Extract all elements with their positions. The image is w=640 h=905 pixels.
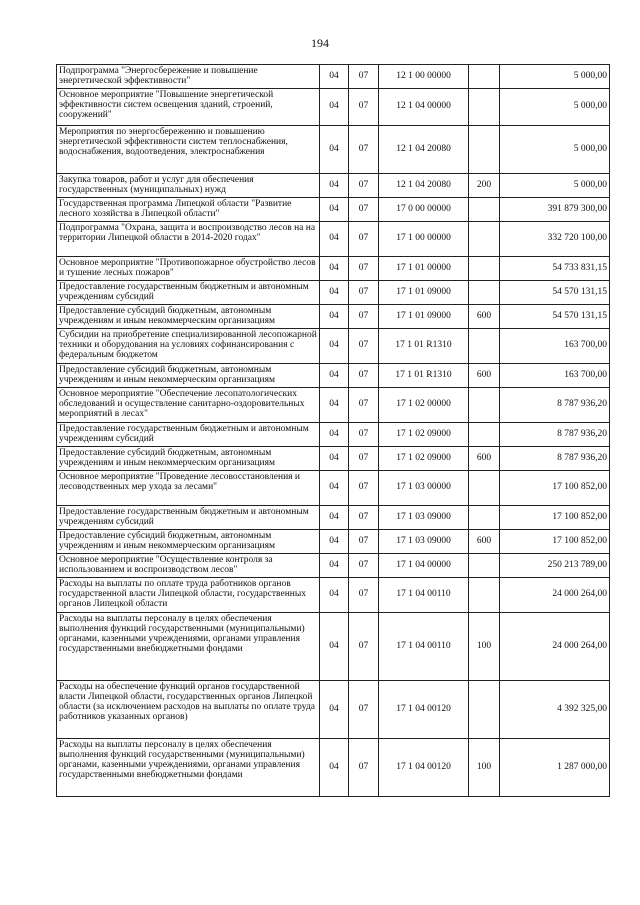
- row-expense-type: 600: [469, 304, 500, 328]
- row-expense-type: [469, 680, 500, 738]
- row-subsection: 07: [349, 280, 379, 304]
- row-target-article: 17 1 02 09000: [379, 446, 469, 470]
- row-target-article: 17 1 02 00000: [379, 387, 469, 422]
- row-name: Предоставление субсидий бюджетным, автономным учреждениям и иным некоммерческим организациям: [57, 529, 320, 553]
- row-name: Предоставление субсидий бюджетным, автономным учреждениям и иным некоммерческим организациям: [57, 304, 320, 328]
- table-row: [57, 577, 610, 612]
- row-section: 04: [320, 422, 349, 446]
- table-row: [57, 363, 610, 387]
- row-amount: 391 879 300,00: [500, 197, 610, 221]
- row-subsection: 07: [349, 173, 379, 197]
- row-expense-type: 600: [469, 363, 500, 387]
- row-expense-type: [469, 553, 500, 577]
- row-expense-type: [469, 387, 500, 422]
- row-target-article: 17 1 03 09000: [379, 529, 469, 553]
- table-row: [57, 387, 610, 422]
- row-target-article: 17 1 04 00110: [379, 612, 469, 680]
- table-row: [57, 256, 610, 280]
- row-target-article: 12 1 04 20080: [379, 173, 469, 197]
- table-row: [57, 505, 610, 529]
- row-amount: 17 100 852,00: [500, 529, 610, 553]
- row-section: 04: [320, 256, 349, 280]
- row-subsection: 07: [349, 328, 379, 363]
- table-row: [57, 65, 610, 89]
- row-target-article: 17 1 04 00120: [379, 680, 469, 738]
- row-section: 04: [320, 125, 349, 173]
- row-expense-type: 200: [469, 173, 500, 197]
- row-amount: 17 100 852,00: [500, 470, 610, 505]
- table-row: [57, 738, 610, 796]
- table-row: [57, 470, 610, 505]
- row-amount: 8 787 936,20: [500, 422, 610, 446]
- row-expense-type: [469, 256, 500, 280]
- row-name: Основное мероприятие "Повышение энергетической эффективности систем освещения зданий, строений, сооружений": [57, 88, 320, 125]
- row-target-article: 17 1 03 00000: [379, 470, 469, 505]
- row-name: Подпрограмма "Энергосбережение и повышение энергетической эффективности": [57, 65, 320, 89]
- row-target-article: 17 1 01 09000: [379, 304, 469, 328]
- row-section: 04: [320, 65, 349, 89]
- row-subsection: 07: [349, 422, 379, 446]
- row-name: Основное мероприятие "Обеспечение лесопатологических обследований и осуществление санитарно-оздоровительных мероприятий в лесах": [57, 387, 320, 422]
- budget-table: [56, 64, 610, 797]
- page-number: 194: [311, 36, 329, 50]
- row-subsection: 07: [349, 387, 379, 422]
- row-target-article: 17 1 03 09000: [379, 505, 469, 529]
- table-row: [57, 197, 610, 221]
- row-section: 04: [320, 221, 349, 256]
- row-amount: 54 570 131,15: [500, 280, 610, 304]
- row-amount: 332 720 100,00: [500, 221, 610, 256]
- row-section: 04: [320, 446, 349, 470]
- row-expense-type: [469, 197, 500, 221]
- row-target-article: 17 0 00 00000: [379, 197, 469, 221]
- row-name: Расходы на выплаты по оплате труда работников органов государственной власти Липецкой области, государственных органов Липецкой области: [57, 577, 320, 612]
- row-section: 04: [320, 470, 349, 505]
- row-section: 04: [320, 505, 349, 529]
- row-expense-type: [469, 280, 500, 304]
- row-amount: 8 787 936,20: [500, 387, 610, 422]
- row-expense-type: [469, 577, 500, 612]
- row-expense-type: [469, 328, 500, 363]
- row-section: 04: [320, 529, 349, 553]
- row-name: Предоставление государственным бюджетным и автономным учреждениям субсидий: [57, 280, 320, 304]
- row-section: 04: [320, 173, 349, 197]
- row-expense-type: [469, 470, 500, 505]
- row-amount: 5 000,00: [500, 173, 610, 197]
- row-amount: 24 000 264,00: [500, 577, 610, 612]
- row-amount: 54 570 131,15: [500, 304, 610, 328]
- row-name: Предоставление субсидий бюджетным, автономным учреждениям и иным некоммерческим организациям: [57, 363, 320, 387]
- table-row: [57, 125, 610, 173]
- table-row: [57, 680, 610, 738]
- row-name: Расходы на выплаты персоналу в целях обеспечения выполнения функций государственными (муниципальными) органами, казенными учреждениями, органами управления государственными внебюджетными фондами: [57, 612, 320, 680]
- row-amount: 163 700,00: [500, 328, 610, 363]
- row-subsection: 07: [349, 738, 379, 796]
- row-subsection: 07: [349, 680, 379, 738]
- row-section: 04: [320, 577, 349, 612]
- row-target-article: 17 1 01 R1310: [379, 328, 469, 363]
- row-subsection: 07: [349, 470, 379, 505]
- row-target-article: 17 1 00 00000: [379, 221, 469, 256]
- row-section: 04: [320, 363, 349, 387]
- row-name: Предоставление государственным бюджетным и автономным учреждениям субсидий: [57, 422, 320, 446]
- row-name: Мероприятия по энергосбережению и повышению энергетической эффективности систем теплоснабжения, водоснабжения, водоотведения, электроснабжения: [57, 125, 320, 173]
- row-subsection: 07: [349, 65, 379, 89]
- row-section: 04: [320, 197, 349, 221]
- table-row: [57, 553, 610, 577]
- row-amount: 54 733 831,15: [500, 256, 610, 280]
- row-amount: 5 000,00: [500, 88, 610, 125]
- row-name: Расходы на обеспечение функций органов государственной власти Липецкой области, государственных органов Липецкой области (за исключением расходов на выплаты по оплате труда работников указанных органов): [57, 680, 320, 738]
- table-row: [57, 88, 610, 125]
- row-subsection: 07: [349, 446, 379, 470]
- table-row: [57, 280, 610, 304]
- table-row: [57, 221, 610, 256]
- row-target-article: 17 1 04 00110: [379, 577, 469, 612]
- row-subsection: 07: [349, 88, 379, 125]
- row-amount: 24 000 264,00: [500, 612, 610, 680]
- row-subsection: 07: [349, 577, 379, 612]
- row-section: 04: [320, 88, 349, 125]
- row-amount: 4 392 325,00: [500, 680, 610, 738]
- row-target-article: 17 1 01 09000: [379, 280, 469, 304]
- table-row: [57, 529, 610, 553]
- row-target-article: 12 1 04 00000: [379, 88, 469, 125]
- row-expense-type: 600: [469, 446, 500, 470]
- row-expense-type: [469, 125, 500, 173]
- row-name: Подпрограмма "Охрана, защита и воспроизводство лесов на на территории Липецкой области в 2014-2020 годах": [57, 221, 320, 256]
- row-target-article: 17 1 04 00000: [379, 553, 469, 577]
- row-section: 04: [320, 280, 349, 304]
- row-amount: 8 787 936,20: [500, 446, 610, 470]
- row-section: 04: [320, 553, 349, 577]
- row-section: 04: [320, 738, 349, 796]
- row-section: 04: [320, 680, 349, 738]
- row-expense-type: [469, 422, 500, 446]
- row-expense-type: 100: [469, 612, 500, 680]
- row-amount: 5 000,00: [500, 125, 610, 173]
- row-name: Закупка товаров, работ и услуг для обеспечения государственных (муниципальных) нужд: [57, 173, 320, 197]
- row-section: 04: [320, 304, 349, 328]
- row-amount: 163 700,00: [500, 363, 610, 387]
- row-section: 04: [320, 328, 349, 363]
- row-name: Предоставление государственным бюджетным и автономным учреждениям субсидий: [57, 505, 320, 529]
- row-amount: 17 100 852,00: [500, 505, 610, 529]
- row-name: Предоставление субсидий бюджетным, автономным учреждениям и иным некоммерческим организациям: [57, 446, 320, 470]
- table-row: [57, 612, 610, 680]
- row-expense-type: [469, 65, 500, 89]
- row-target-article: 12 1 04 20080: [379, 125, 469, 173]
- row-name: Субсидии на приобретение специализированной лесопожарной техники и оборудования на условиях софинансирования с федеральным бюджетом: [57, 328, 320, 363]
- table-row: [57, 173, 610, 197]
- row-subsection: 07: [349, 363, 379, 387]
- row-subsection: 07: [349, 505, 379, 529]
- row-subsection: 07: [349, 197, 379, 221]
- row-subsection: 07: [349, 221, 379, 256]
- row-target-article: 12 1 00 00000: [379, 65, 469, 89]
- row-subsection: 07: [349, 612, 379, 680]
- table-row: [57, 304, 610, 328]
- row-expense-type: [469, 221, 500, 256]
- row-name: Государственная программа Липецкой области "Развитие лесного хозяйства в Липецкой области": [57, 197, 320, 221]
- row-amount: 5 000,00: [500, 65, 610, 89]
- table-row: [57, 328, 610, 363]
- row-subsection: 07: [349, 529, 379, 553]
- row-expense-type: 600: [469, 529, 500, 553]
- row-name: Основное мероприятие "Осуществление контроля за использованием и воспроизводством лесов": [57, 553, 320, 577]
- row-subsection: 07: [349, 304, 379, 328]
- row-name: Расходы на выплаты персоналу в целях обеспечения выполнения функций государственными (муниципальными) органами, казенными учреждениями, органами управления государственными внебюджетными фондами: [57, 738, 320, 796]
- row-target-article: 17 1 01 00000: [379, 256, 469, 280]
- row-expense-type: 100: [469, 738, 500, 796]
- row-name: Основное мероприятие "Проведение лесовосстановления и лесоводственных мер ухода за лесами": [57, 470, 320, 505]
- row-section: 04: [320, 612, 349, 680]
- table-row: [57, 422, 610, 446]
- row-subsection: 07: [349, 256, 379, 280]
- row-section: 04: [320, 387, 349, 422]
- row-amount: 1 287 000,00: [500, 738, 610, 796]
- row-expense-type: [469, 505, 500, 529]
- row-target-article: 17 1 01 R1310: [379, 363, 469, 387]
- row-target-article: 17 1 02 09000: [379, 422, 469, 446]
- row-amount: 250 213 789,00: [500, 553, 610, 577]
- table-row: [57, 446, 610, 470]
- row-subsection: 07: [349, 553, 379, 577]
- row-subsection: 07: [349, 125, 379, 173]
- row-target-article: 17 1 04 00120: [379, 738, 469, 796]
- row-expense-type: [469, 88, 500, 125]
- row-name: Основное мероприятие "Противопожарное обустройство лесов и тушение лесных пожаров": [57, 256, 320, 280]
